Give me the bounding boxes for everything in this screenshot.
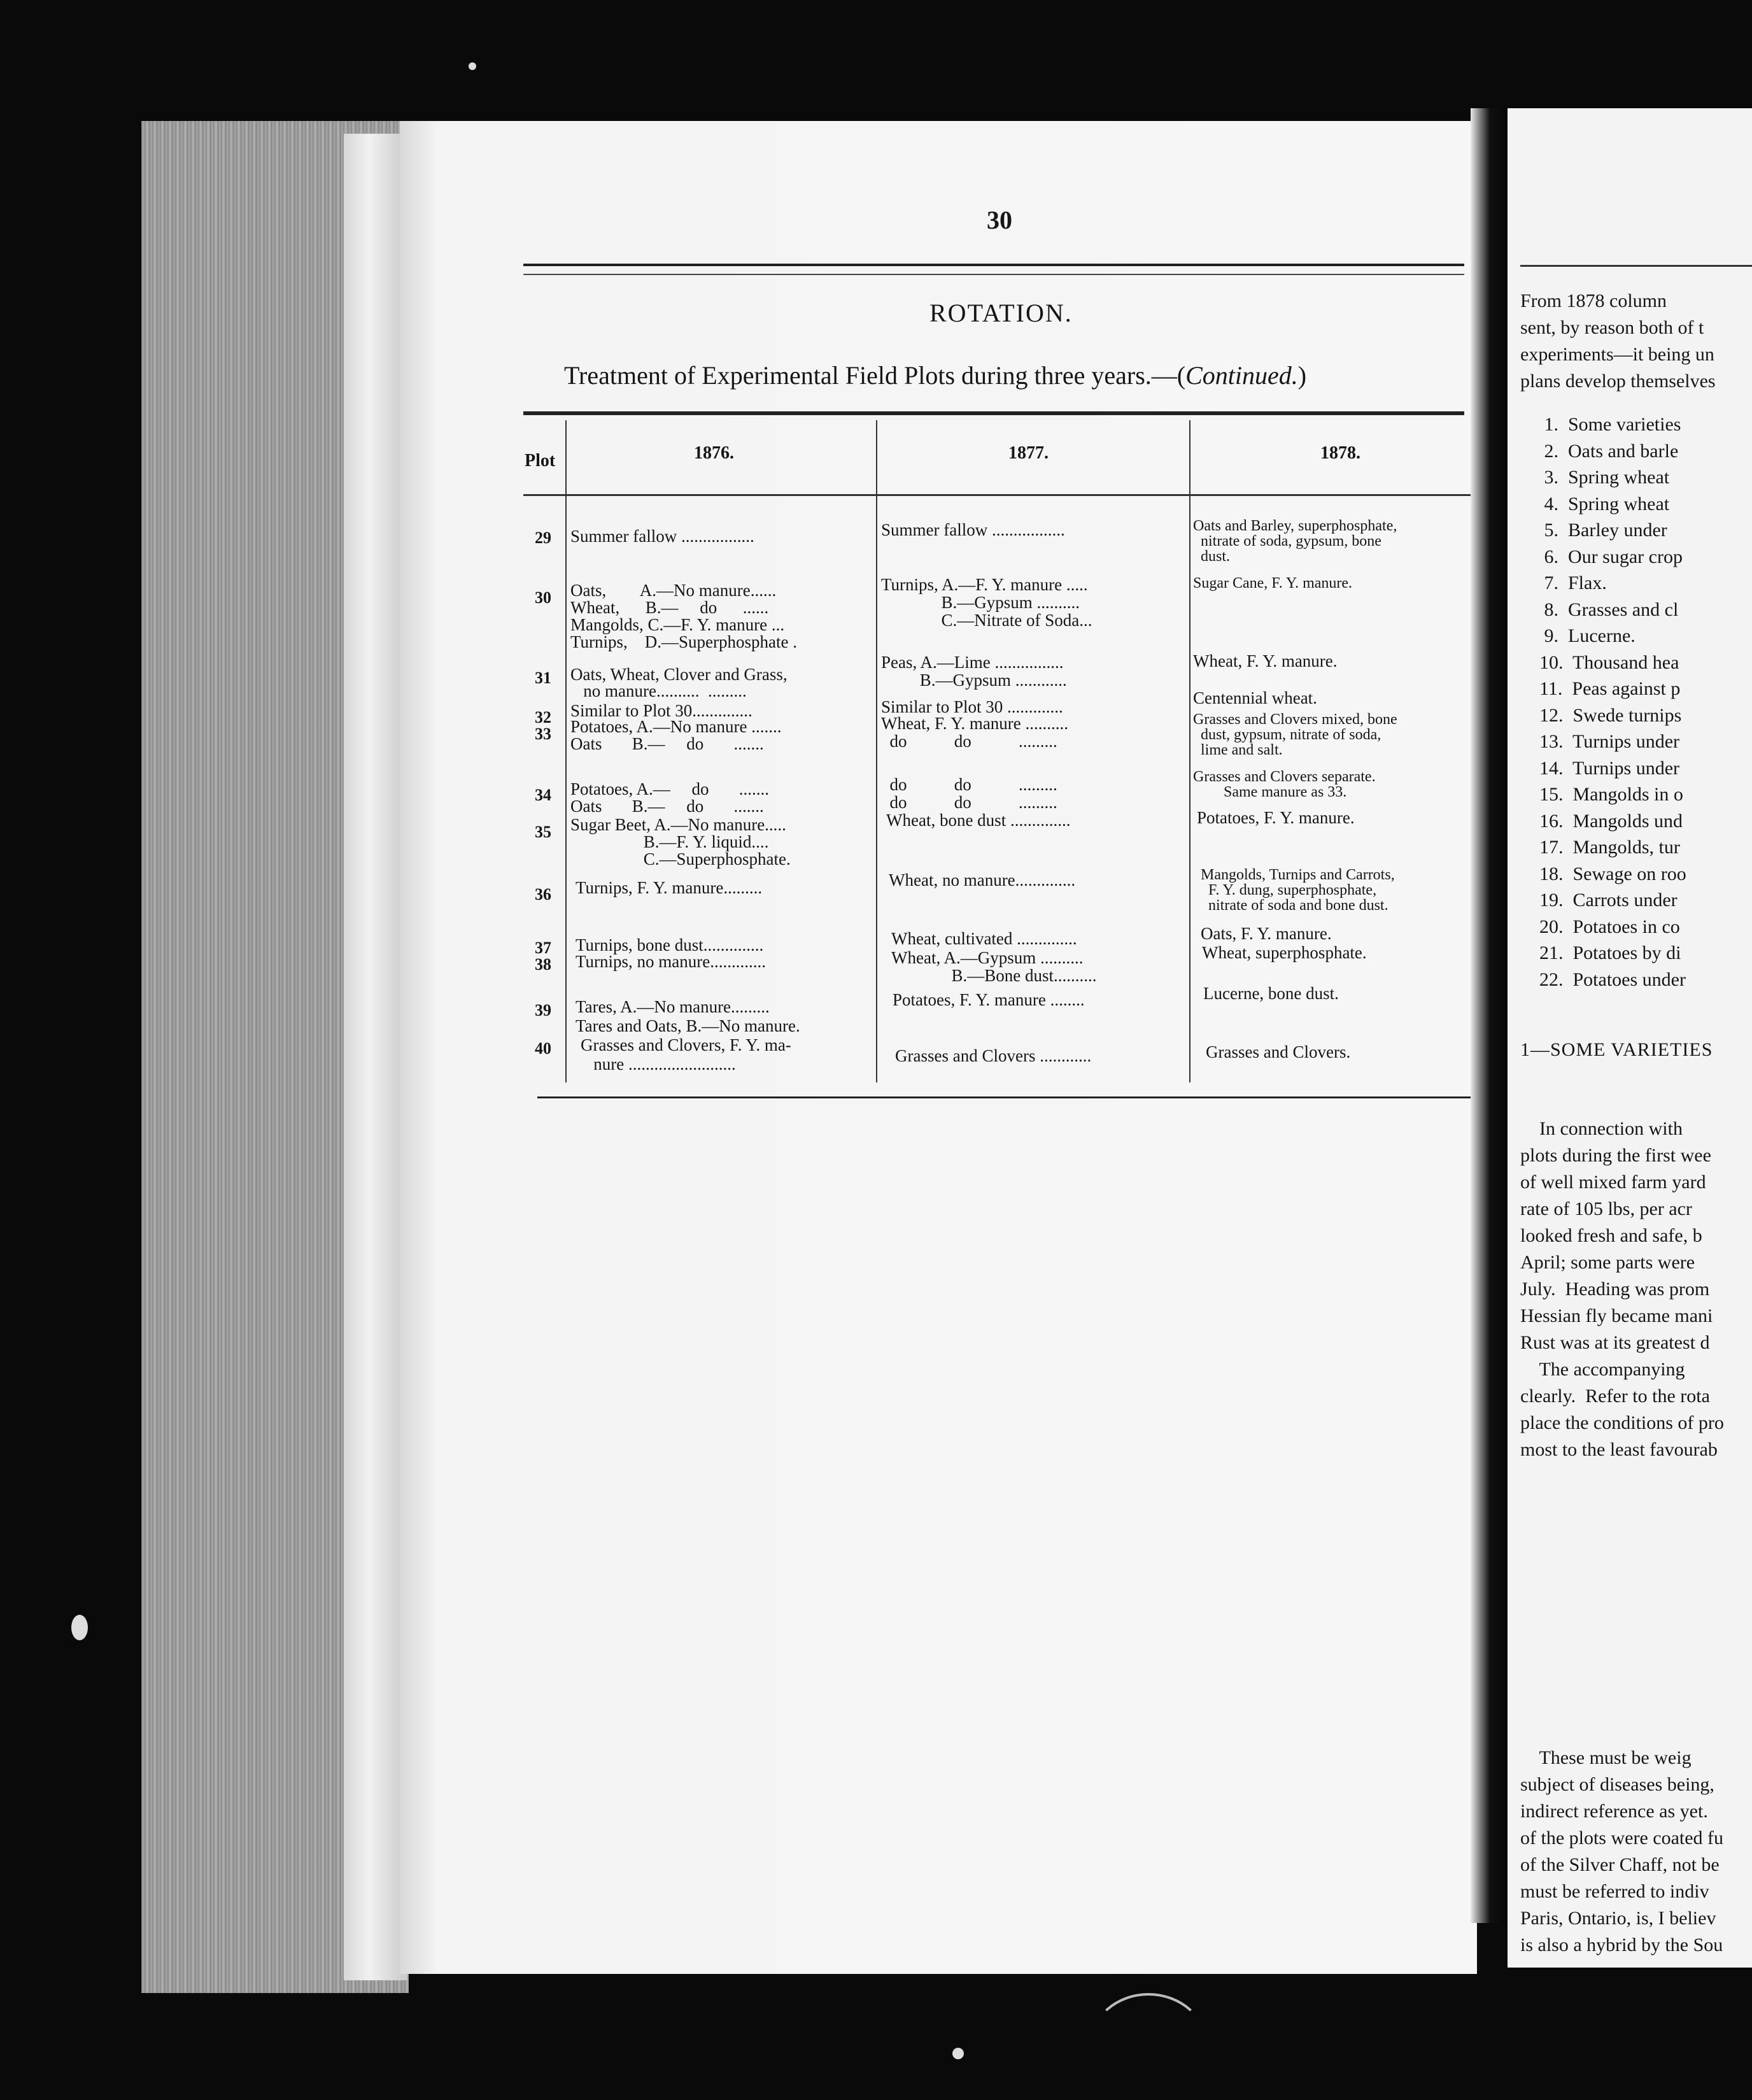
cell-1876: Oats, Wheat, Clover and Grass, no manure.......... ......... xyxy=(570,665,788,700)
plot-number: 31 xyxy=(535,669,551,687)
cell-1877: Wheat, cultivated .............. xyxy=(891,929,1077,948)
header-1877: 1877. xyxy=(1008,443,1049,463)
cell-1877: Grasses and Clovers ............ xyxy=(895,1046,1092,1065)
plot-number: 30 xyxy=(535,588,551,607)
right-intro: From 1878 column sent, by reason both of t experiments—it being un plans develop themselves xyxy=(1520,290,1716,392)
plot-number: 32 xyxy=(535,708,551,727)
cell-1876: Turnips, bone dust.............. xyxy=(576,935,764,954)
cell-1878: Potatoes, F. Y. manure. xyxy=(1197,808,1355,827)
cell-1876: Turnips, F. Y. manure......... xyxy=(576,878,763,897)
column-divider xyxy=(1189,420,1190,1082)
cell-1878: Sugar Cane, F. Y. manure. xyxy=(1193,575,1353,592)
rotation-table xyxy=(523,415,1473,1090)
header-plot: Plot xyxy=(525,451,556,471)
cell-1876: Potatoes, A.—No manure ....... Oats B.— do ....... xyxy=(570,717,782,753)
page-number: 30 xyxy=(987,206,1012,234)
table-rule-bottom xyxy=(537,1096,1476,1098)
header-rule xyxy=(523,494,1473,496)
plot-number: 39 xyxy=(535,1001,551,1019)
cell-1876: Potatoes, A.— do ....... Oats B.— do ....... xyxy=(570,779,770,816)
header-rule-bottom xyxy=(523,274,1464,275)
cell-1878: Wheat, F. Y. manure. xyxy=(1193,651,1338,670)
plot-number: 36 xyxy=(535,885,551,904)
scan-arc xyxy=(1089,1993,1208,2100)
cell-1877: Wheat, A.—Gypsum .......... B.—Bone dust.......... xyxy=(891,948,1097,985)
cell-1876: Grasses and Clovers, F. Y. ma- nure ......................... xyxy=(581,1035,791,1074)
cell-1877: Peas, A.—Lime ................ B.—Gypsum ............ xyxy=(881,653,1067,690)
cell-1878: Grasses and Clovers separate. Same manure as 33. xyxy=(1193,769,1376,800)
cell-1877: Wheat, no manure.............. xyxy=(889,870,1076,890)
cell-1878: Centennial wheat. xyxy=(1193,688,1317,707)
plot-number: 34 xyxy=(535,786,551,804)
right-paragraph-2: These must be weig subject of diseases being, indirect reference as yet. of the plots were coated fu of the Silver Chaff, not be must be referred to indiv Paris, Ontario, is, I believ is also a hybrid by the Sou xyxy=(1520,1747,1724,1955)
column-divider xyxy=(565,420,567,1082)
right-list: 1. Some varieties 2. Oats and barle 3. Spring wheat 4. Spring wheat 5. Barley under 6. Our sugar crop 7. Flax. 8. Grasses and cl 9. Lucerne. 10. Thousand hea 11. Peas against p 12. Swede turnips 13. Turnips under 14. Turnips under 15. Mangolds in o 16. Mangolds und 17. Mangolds, tur 18. Sewage on roo 19. Carrots under 20. Potatoes in co 21. Potatoes by di 22. Potatoes under xyxy=(1539,414,1686,990)
scan-speck xyxy=(952,2048,964,2059)
cell-1876: Oats, A.—No manure...... Wheat, B.— do ...... Mangolds, C.—F. Y. manure ... Turnips, D.—Superphosphate . xyxy=(570,581,798,651)
cell-1878: Grasses and Clovers mixed, bone dust, gypsum, nitrate of soda, lime and salt. xyxy=(1193,711,1397,758)
column-divider xyxy=(876,420,877,1082)
cell-1876: Similar to Plot 30.............. xyxy=(570,701,752,720)
cell-1876: Summer fallow ................. xyxy=(570,527,754,546)
cell-1877: Summer fallow ................. xyxy=(881,520,1065,539)
cell-1878: Mangolds, Turnips and Carrots, F. Y. dung, superphosphate, nitrate of soda and bone dust. xyxy=(1201,867,1395,914)
cell-1877: Turnips, A.—F. Y. manure ..... B.—Gypsum .......... C.—Nitrate of Soda... xyxy=(881,575,1092,630)
right-paragraph-1: In connection with plots during the first wee of well mixed farm yard rate of 105 lbs, per acr looked fresh and safe, b April; some parts were July. Heading was prom Hessian fly became mani Rust was at its greatest d The accompanying clearly. Refer to the rota place the conditions of pro most to the least favourab xyxy=(1520,1118,1724,1460)
page-title: ROTATION. xyxy=(929,299,1073,327)
plot-number: 33 xyxy=(535,725,551,743)
cell-1877: do do ......... do do ......... xyxy=(889,775,1057,812)
plot-number: 38 xyxy=(535,955,551,974)
binding-gutter xyxy=(1471,108,1509,1923)
cell-1876: Tares, A.—No manure......... Tares and Oats, B.—No manure. xyxy=(576,997,800,1035)
cell-1878: Grasses and Clovers. xyxy=(1206,1042,1351,1061)
right-page xyxy=(1508,108,1752,1968)
right-header-rule xyxy=(1520,265,1752,267)
section-heading: 1—SOME VARIETIES xyxy=(1520,1039,1713,1060)
plot-number: 40 xyxy=(535,1039,551,1058)
cell-1877: Potatoes, F. Y. manure ........ xyxy=(893,990,1085,1009)
cell-1878: Lucerne, bone dust. xyxy=(1203,984,1339,1003)
cell-1877: Wheat, bone dust .............. xyxy=(886,811,1071,830)
plot-number: 29 xyxy=(535,529,551,547)
cell-1876: Turnips, no manure............. xyxy=(576,952,766,971)
cell-1878: Oats, F. Y. manure. xyxy=(1201,924,1332,943)
cell-1876: Sugar Beet, A.—No manure..... B.—F. Y. liquid.... C.—Superphosphate. xyxy=(570,815,791,869)
cell-1877: Wheat, F. Y. manure .......... do do ......... xyxy=(881,714,1069,751)
book-page-edges-inner xyxy=(344,134,407,1980)
scan-speck xyxy=(469,62,476,70)
cell-1877: Similar to Plot 30 ............. xyxy=(881,697,1063,716)
header-1878: 1878. xyxy=(1320,443,1360,463)
table-subtitle: Treatment of Experimental Field Plots during three years.—(Continued.) xyxy=(564,361,1307,390)
header-1876: 1876. xyxy=(694,443,734,463)
plot-number: 35 xyxy=(535,823,551,841)
cell-1878: Oats and Barley, superphosphate, nitrate of soda, gypsum, bone dust. xyxy=(1193,518,1397,565)
plot-number: 37 xyxy=(535,939,551,957)
cell-1878: Wheat, superphosphate. xyxy=(1202,943,1367,962)
scan-speck xyxy=(71,1615,88,1640)
header-rule-top xyxy=(523,264,1464,266)
